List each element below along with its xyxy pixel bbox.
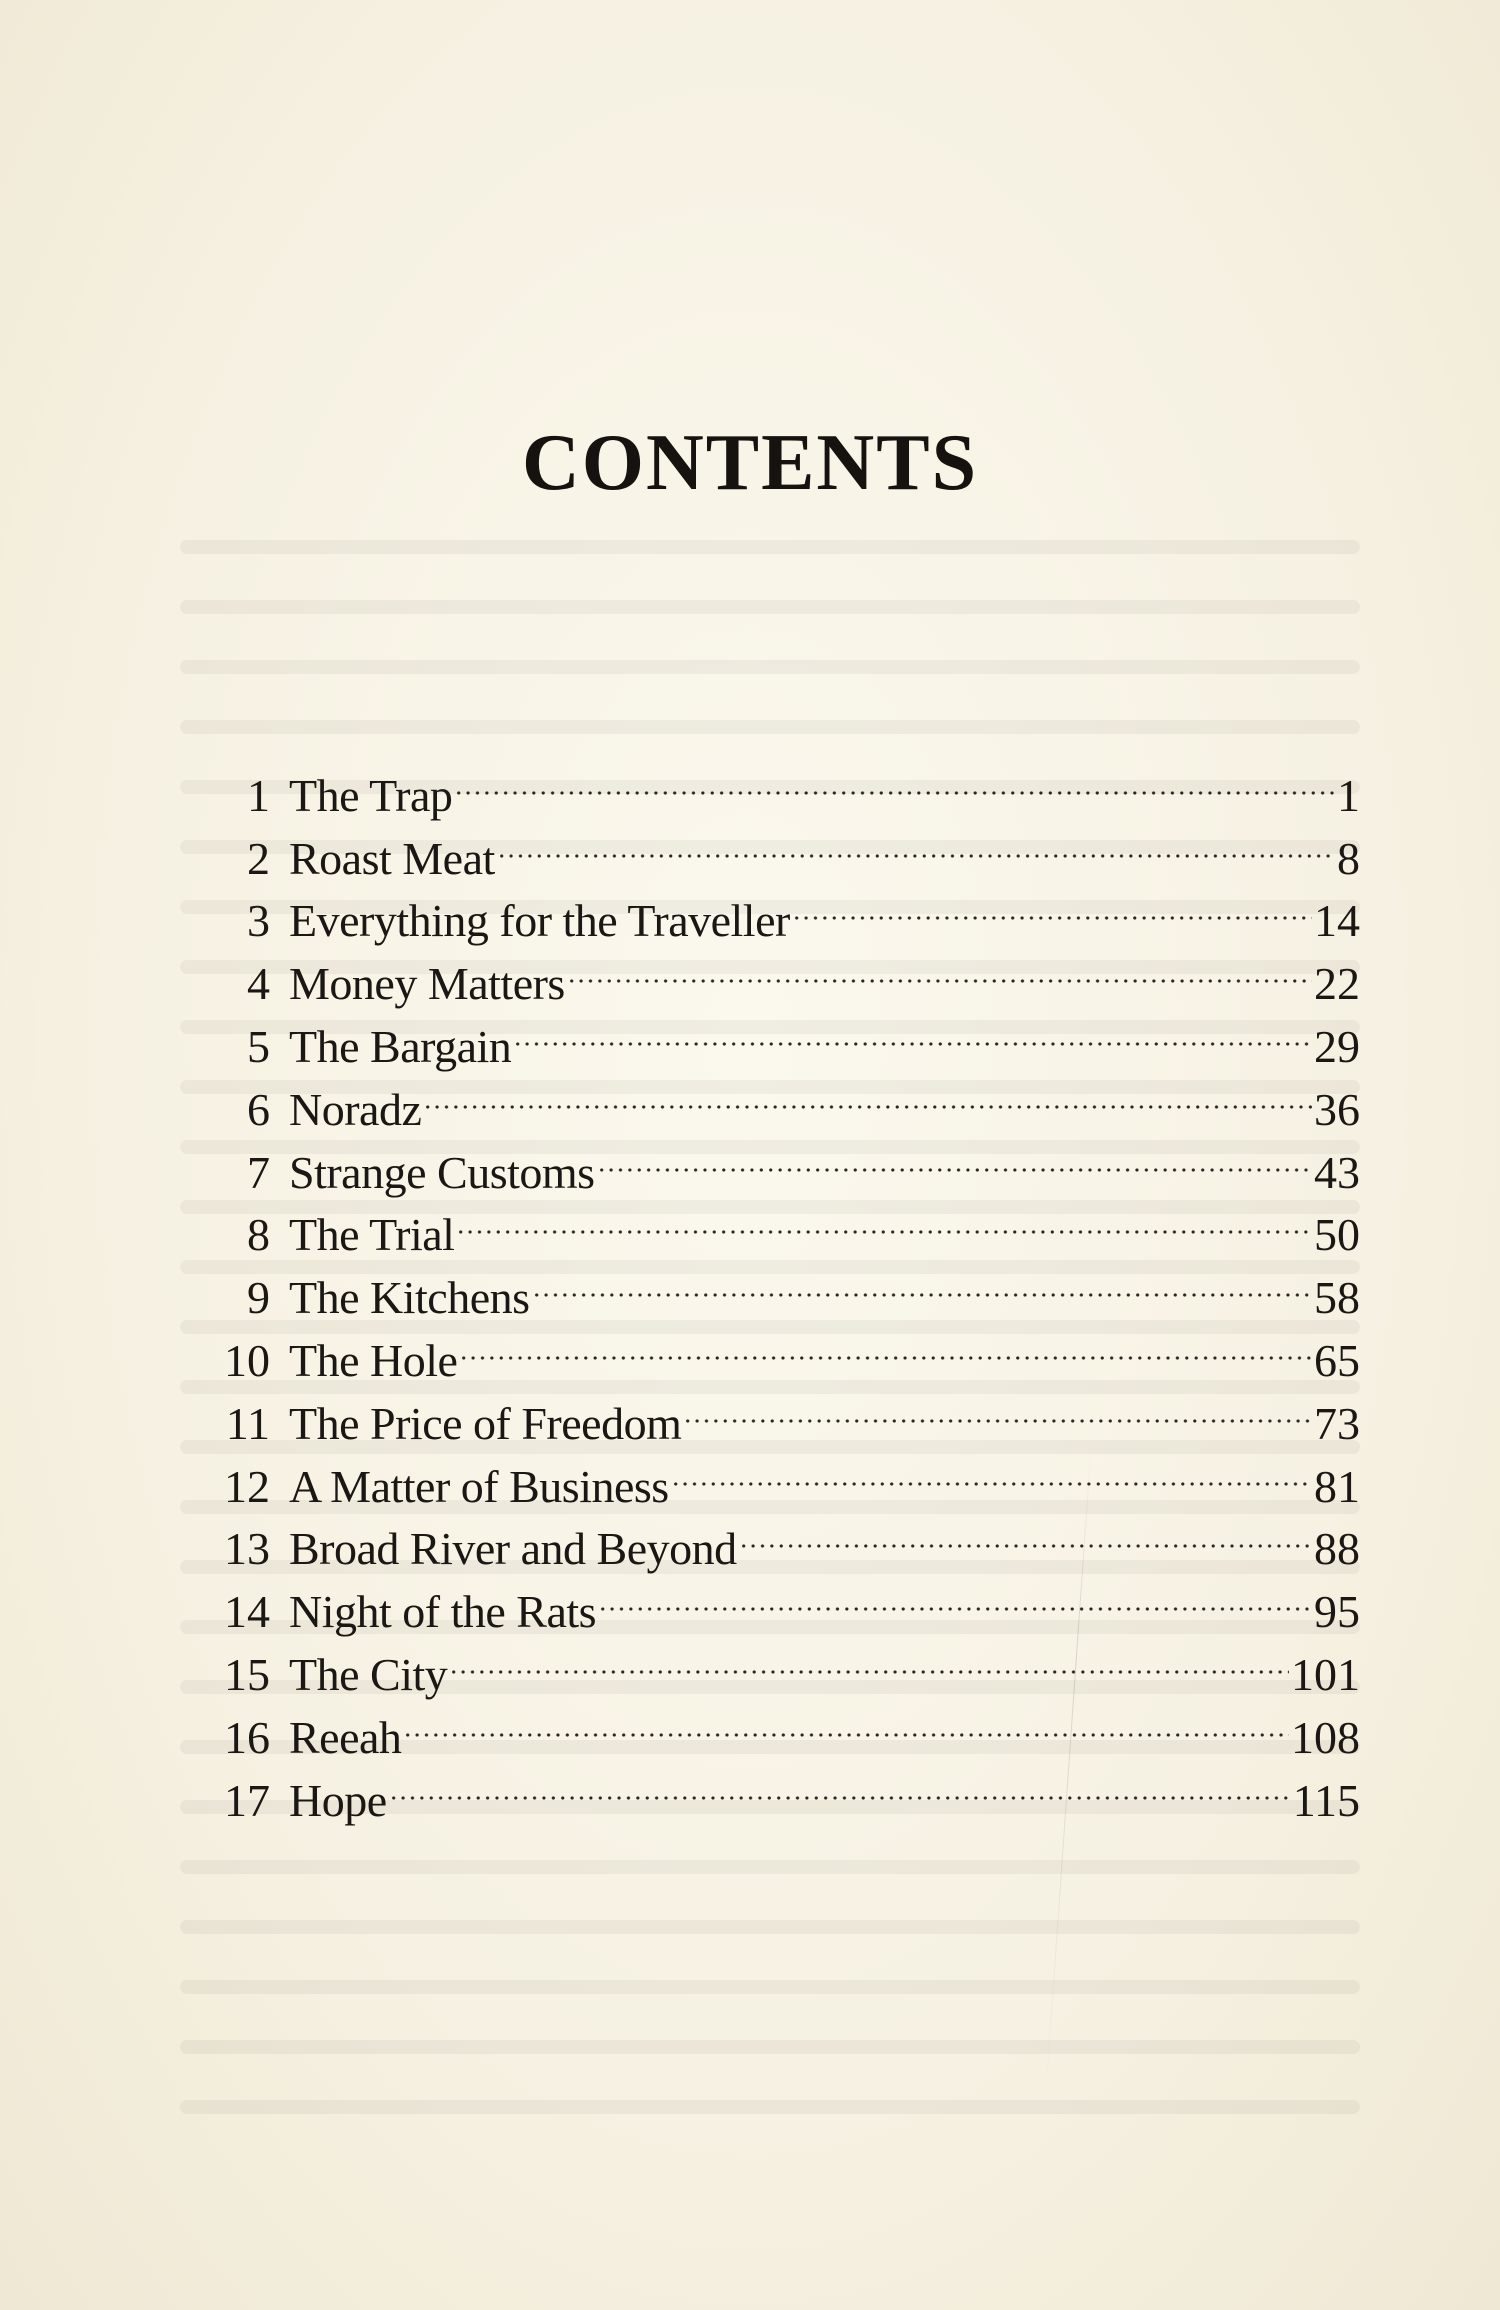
chapter-number: 8 [247, 1209, 270, 1261]
chapter-number: 9 [247, 1272, 270, 1324]
toc-entry [196, 748, 1360, 821]
chapter-number: 3 [247, 895, 270, 947]
chapter-title: Roast Meat [289, 832, 495, 884]
dot-leader [456, 1188, 1312, 1251]
dot-leader [449, 1627, 1289, 1690]
dot-leader [459, 1313, 1312, 1376]
chapter-number: 5 [247, 1020, 270, 1072]
chapter-title: Noradz [289, 1083, 422, 1135]
dot-leader [739, 1502, 1312, 1565]
dot-leader [497, 811, 1335, 874]
chapter-title: The Trap [289, 769, 453, 821]
chapter-number: 17 [224, 1774, 270, 1826]
page-title: CONTENTS [521, 419, 979, 507]
page-number: 1 [1337, 769, 1360, 821]
chapter-number: 7 [247, 1146, 270, 1198]
chapter-title: The Trial [289, 1209, 455, 1261]
chapter-title: The Bargain [289, 1020, 512, 1072]
chapter-number: 12 [224, 1460, 270, 1512]
chapter-title: Everything for the Traveller [289, 895, 790, 947]
chapter-number: 10 [224, 1334, 270, 1386]
chapter-title: The Kitchens [289, 1272, 530, 1324]
page-number: 14 [1314, 895, 1360, 947]
chapter-number: 15 [224, 1648, 270, 1700]
page-number: 65 [1314, 1334, 1360, 1386]
dot-leader [598, 1564, 1312, 1627]
dot-leader [683, 1376, 1312, 1439]
chapter-number: 2 [247, 832, 270, 884]
page-number: 43 [1314, 1146, 1360, 1198]
dot-leader [454, 748, 1335, 811]
chapter-number: 4 [247, 958, 270, 1010]
chapter-title: The Hole [289, 1334, 458, 1386]
page-number: 58 [1314, 1272, 1360, 1324]
chapter-number: 1 [247, 769, 270, 821]
chapter-title: Reeah [289, 1711, 402, 1763]
chapter-title: Hope [289, 1774, 387, 1826]
chapter-number: 13 [224, 1523, 270, 1575]
page-number: 50 [1314, 1209, 1360, 1261]
page-number: 108 [1291, 1711, 1360, 1763]
table-of-contents [196, 748, 1360, 1826]
dot-leader [403, 1690, 1289, 1753]
chapter-title: The City [289, 1648, 448, 1700]
dot-leader [597, 1125, 1312, 1188]
chapter-title: The Price of Freedom [289, 1397, 682, 1449]
dot-leader [532, 1250, 1312, 1313]
page-number: 22 [1314, 958, 1360, 1010]
dot-leader [389, 1753, 1291, 1816]
dot-leader [567, 936, 1312, 999]
chapter-title: Broad River and Beyond [289, 1523, 737, 1575]
dot-leader [671, 1439, 1312, 1502]
chapter-title: Strange Customs [289, 1146, 595, 1198]
chapter-number: 16 [224, 1711, 270, 1763]
dot-leader [792, 874, 1312, 937]
chapter-title: Night of the Rats [289, 1586, 597, 1638]
page-number: 8 [1337, 832, 1360, 884]
page-number: 115 [1292, 1774, 1360, 1826]
dot-leader [513, 999, 1312, 1062]
chapter-number: 6 [247, 1083, 270, 1135]
page-number: 88 [1314, 1523, 1360, 1575]
chapter-title: Money Matters [289, 958, 565, 1010]
page-number: 81 [1314, 1460, 1360, 1512]
page-number: 101 [1291, 1648, 1360, 1700]
dot-leader [423, 1062, 1312, 1125]
page-number: 36 [1314, 1083, 1360, 1135]
page-number: 95 [1314, 1586, 1360, 1638]
chapter-number: 11 [225, 1397, 270, 1449]
page-number: 29 [1314, 1020, 1360, 1072]
page-number: 73 [1314, 1397, 1360, 1449]
chapter-number: 14 [224, 1586, 270, 1638]
chapter-title: A Matter of Business [289, 1460, 669, 1512]
